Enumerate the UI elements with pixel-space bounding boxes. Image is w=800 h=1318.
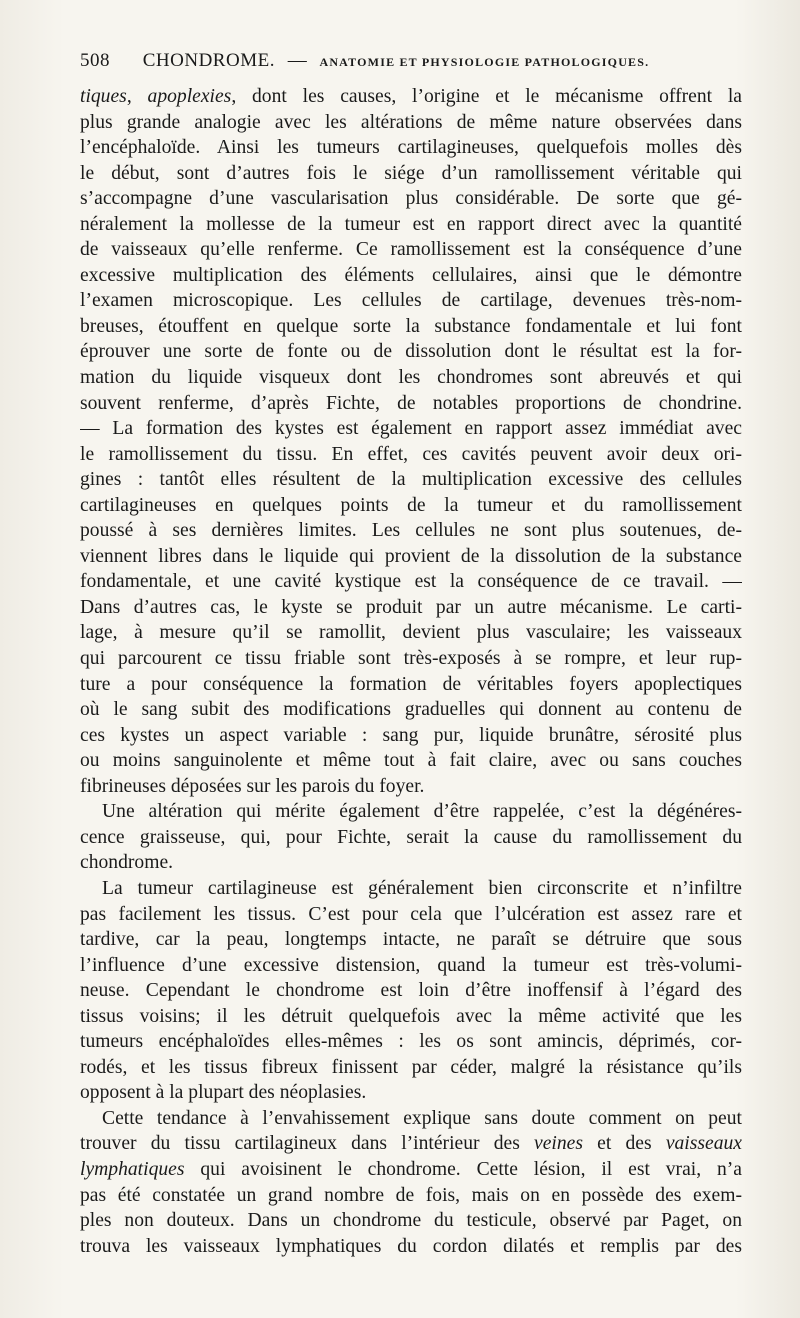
text-line <box>80 467 742 493</box>
text-segment: , dont les causes, l’origine et le mécanisme offrent la <box>231 86 742 107</box>
text-line <box>80 416 742 442</box>
text-segment: tissus voisins; il les détruit quelquefois avec la même activité que les <box>80 1005 742 1027</box>
text-line <box>80 876 742 902</box>
text-segment: Cette tendance à l’envahissement explique sans doute comment on peut <box>102 1107 742 1129</box>
italic-text: apoplexies <box>147 86 232 107</box>
text-segment: trouver du tissu cartilagineux dans l’intérieur des <box>80 1133 535 1155</box>
text-segment: , <box>126 86 148 107</box>
text-line <box>80 212 742 238</box>
text-segment: gines : tantôt elles résultent de la multiplication excessive des cellules <box>80 469 742 491</box>
text-segment: fibrineuses déposées sur les parois du foyer. <box>80 775 425 797</box>
text-segment: neuse. Cependant le chondrome est loin d’être inoffensif à l’égard des <box>80 980 742 1002</box>
text-line <box>80 978 742 1004</box>
text-line <box>80 569 742 595</box>
text-line <box>80 748 742 774</box>
text-segment: excessive multiplication des éléments cellulaires, ainsi que le démontre <box>80 264 742 286</box>
text-line <box>80 84 742 110</box>
text-segment: Une altération qui mérite également d’être rappelée, c’est la dégénéres- <box>102 801 742 823</box>
text-segment: ples non douteux. Dans un chondrome du testicule, observé par Paget, on <box>80 1210 742 1232</box>
text-segment: où le sang subit des modifications graduelles qui donnent au contenu de <box>80 699 742 721</box>
text-line <box>80 314 742 340</box>
text-line <box>80 518 742 544</box>
text-line <box>80 1106 742 1132</box>
text-line <box>80 493 742 519</box>
text-line <box>80 902 742 928</box>
text-line <box>80 1055 742 1081</box>
text-segment: breuses, étouffent en quelque sorte la substance fondamentale et lui font <box>80 315 742 337</box>
text-segment: tumeurs encéphaloïdes elles-mêmes : les os sont amincis, déprimés, cor- <box>80 1031 742 1053</box>
text-line <box>80 850 742 876</box>
italic-text: vaisseaux <box>665 1133 742 1155</box>
text-line <box>80 544 742 570</box>
text-line <box>80 1157 742 1183</box>
text-line <box>80 263 742 289</box>
text-line <box>80 672 742 698</box>
text-line <box>80 1080 742 1106</box>
text-line <box>80 110 742 136</box>
text-segment: ces kystes un aspect variable : sang pur, liquide brunâtre, sérosité plus <box>80 724 742 746</box>
text-line <box>80 646 742 672</box>
text-line <box>80 595 742 621</box>
text-segment: de vaisseaux qu’elle renferme. Ce ramollissement est la conséquence d’une <box>80 239 742 261</box>
text-line <box>80 774 742 800</box>
text-line <box>80 237 742 263</box>
text-line <box>80 135 742 161</box>
text-line <box>80 1029 742 1055</box>
text-segment: fondamentale, et une cavité kystique est la conséquence de ce travail. — <box>80 571 742 593</box>
text-line <box>80 391 742 417</box>
page-number: 508 <box>80 50 110 71</box>
text-segment: La tumeur cartilagineuse est généralement bien circonscrite et n’infiltre <box>102 877 742 899</box>
text-segment: pas facilement les tissus. C’est pour cela que l’ulcération est assez rare et <box>80 903 742 925</box>
running-subtitle: ANATOMIE ET PHYSIOLOGIE PATHOLOGIQUES. <box>319 55 650 69</box>
text-segment: poussé à ses dernières limites. Les cellules ne sont plus soutenues, de- <box>80 520 742 542</box>
text-line <box>80 620 742 646</box>
text-segment: et des <box>583 1133 666 1155</box>
text-segment: qui parcourent ce tissu friable sont très-exposés à se rompre, et leur rup- <box>80 648 742 670</box>
text-segment: l’examen microscopique. Les cellules de cartilage, devenues très-nom- <box>80 290 742 312</box>
text-segment: Dans d’autres cas, le kyste se produit par un autre mécanisme. Le carti- <box>80 596 742 618</box>
text-segment: l’encéphaloïde. Ainsi les tumeurs cartilagineuses, quelquefois molles dès <box>80 137 742 159</box>
text-line <box>80 442 742 468</box>
text-line <box>80 1234 742 1260</box>
text-segment: néralement la mollesse de la tumeur est en rapport direct avec la quantité <box>80 213 742 235</box>
text-segment: trouva les vaisseaux lymphatiques du cordon dilatés et remplis par des <box>80 1235 742 1257</box>
text-segment: lage, à mesure qu’il se ramollit, devient plus vasculaire; les vaisseaux <box>80 622 742 644</box>
header-dash: — <box>287 50 307 71</box>
text-line <box>80 825 742 851</box>
text-segment: ou moins sanguinolente et même tout à fait claire, avec ou sans couches <box>80 750 742 772</box>
text-segment: — La formation des kystes est également en rapport assez immédiat avec <box>80 418 742 440</box>
text-segment: le début, sont d’autres fois le siége d’un ramollissement véritable qui <box>80 162 742 184</box>
text-line <box>80 365 742 391</box>
text-segment: viennent libres dans le liquide qui provient de la dissolution de la substance <box>80 545 742 567</box>
text-segment: rodés, et les tissus fibreux finissent par céder, malgré la résistance qu’ils <box>80 1056 742 1078</box>
body-text <box>80 84 742 1259</box>
text-segment: éprouver une sorte de fonte ou de dissolution dont le résultat est la for- <box>80 341 742 363</box>
text-segment: souvent renferme, d’après Fichte, de notables proportions de chondrine. <box>80 392 742 414</box>
text-line <box>80 723 742 749</box>
text-line <box>80 1208 742 1234</box>
text-line <box>80 799 742 825</box>
text-segment: cence graisseuse, qui, pour Fichte, serait la cause du ramollissement du <box>80 826 742 848</box>
text-line <box>80 161 742 187</box>
running-title: CHONDROME. <box>142 50 275 71</box>
text-line <box>80 1183 742 1209</box>
text-segment: plus grande analogie avec les altérations de même nature observées dans <box>80 111 742 133</box>
text-line <box>80 1004 742 1030</box>
running-header <box>80 50 750 76</box>
text-segment: le ramollissement du tissu. En effet, ces cavités peuvent avoir deux ori- <box>80 443 742 465</box>
text-line <box>80 953 742 979</box>
text-segment: tardive, car la peau, longtemps intacte, ne paraît se détruire que sous <box>80 929 742 951</box>
text-line <box>80 186 742 212</box>
italic-text: tiques <box>80 86 127 107</box>
text-segment: l’influence d’une excessive distension, quand la tumeur est très-volumi- <box>80 954 742 976</box>
text-line <box>80 339 742 365</box>
text-line <box>80 927 742 953</box>
italic-text: veines <box>534 1133 583 1155</box>
italic-text: lymphatiques <box>80 1158 185 1180</box>
text-line <box>80 1131 742 1157</box>
text-segment: qui avoisinent le chondrome. Cette lésion, il est vrai, n’a <box>184 1158 742 1180</box>
text-segment: ture a pour conséquence la formation de véritables foyers apoplectiques <box>80 673 742 695</box>
text-line <box>80 288 742 314</box>
text-segment: chondrome. <box>80 852 174 874</box>
text-segment: pas été constatée un grand nombre de fois, mais on en possède des exem- <box>80 1184 742 1206</box>
text-segment: mation du liquide visqueux dont les chondromes sont abreuvés et qui <box>80 367 742 389</box>
text-segment: opposent à la plupart des néoplasies. <box>80 1082 367 1104</box>
text-segment: cartilagineuses en quelques points de la tumeur et du ramollissement <box>80 494 742 516</box>
text-line <box>80 697 742 723</box>
text-segment: s’accompagne d’une vascularisation plus considérable. De sorte que gé- <box>80 188 742 210</box>
